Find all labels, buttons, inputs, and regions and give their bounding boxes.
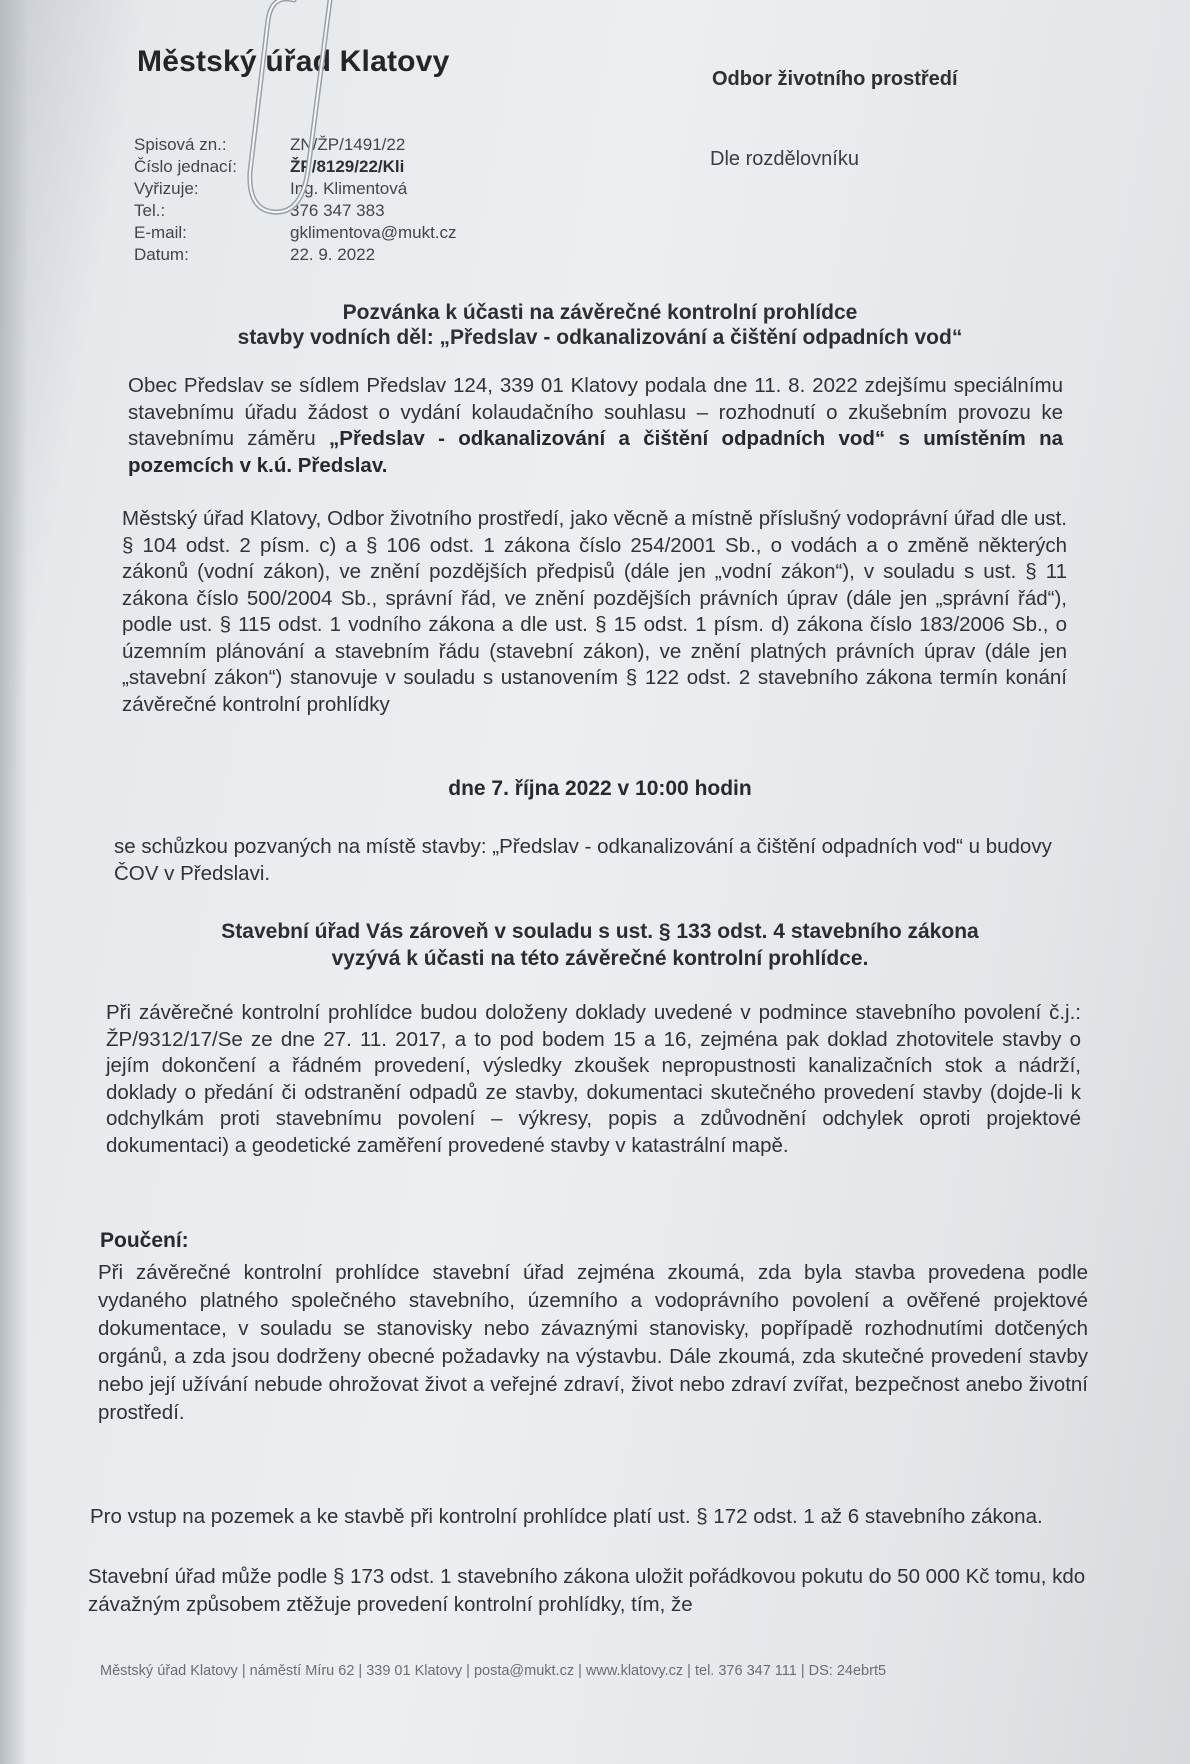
- inspection-date: dne 7. října 2022 v 10:00 hodin: [448, 777, 752, 800]
- meta-label: Spisová zn.:: [134, 135, 227, 154]
- meta-value: 22. 9. 2022: [290, 245, 376, 264]
- paragraph-penalty: Stavební úřad může podle § 173 odst. 1 stavebního zákona uložit pořádkovou pokutu do 50 000 Kč tomu, kdo závažným způsobem ztěžuje provedení kontrolní prohlídky, tím, že: [88, 1565, 1086, 1616]
- paragraph-instructions: Při závěrečné kontrolní prohlídce stavební úřad zejména zkoumá, zda byla stavba provedena podle vydaného platného společného stavebního, územního a vodoprávního povolení a ověřené projektové dokumentace, v souladu se stanovisky nebo závaznými stanovisky, popřípadě rozhodnutími dotčených orgánů, a zda jsou dodrženy obecné požadavky na výstavbu. Dále zkoumá, zda skutečné provedení stavby nebo její užívání nebude ohrožovat život a veřejné zdraví, život nebo zdraví zvířat, bezpečnost anebo životní prostředí.: [98, 1261, 1088, 1424]
- invitation-notice: [120, 918, 1080, 972]
- notice-line-2: vyzývá k účasti na této závěrečné kontrolní prohlídce.: [331, 947, 869, 970]
- meta-value: ZN/ŽP/1491/22: [290, 135, 406, 154]
- paragraph-site-access: Pro vstup na pozemek a ke stavbě při kontrolní prohlídce platí ust. § 172 odst. 1 až 6 stavebního zákona.: [90, 1505, 1043, 1528]
- instructions-heading: Poučení:: [100, 1229, 189, 1252]
- meta-label: Číslo jednací:: [134, 157, 237, 176]
- recipient-line: Dle rozdělovníku: [710, 148, 859, 170]
- meta-label: E-mail:: [134, 223, 187, 242]
- document-title: [120, 300, 1080, 350]
- meta-label: Datum:: [134, 245, 189, 264]
- paragraph-application: [128, 373, 1063, 479]
- paragraph-required-documents: Při závěrečné kontrolní prohlídce budou doloženy doklady uvedené v podmince stavebního povolení č.j.: ŽP/9312/17/Se ze dne 27. 11. 2017, a to pod bodem 15 a 16, zejména pak doklad zhotovitele stavby o jejím dokončení a řádném provedení, výsledky zkoušek nepropustnosti kanalizačních stok a nádrží, doklady o předání či odstranění odpadů ze stavby, dokumentaci skutečného provedení stavby (dojde-li k odchylkám proti stavebnímu povolení – výkresy, popis a zdůvodnění odchylek oproti projektové dokumentaci) a geodetické zaměření provedené stavby v katastrální mapě.: [106, 1001, 1081, 1157]
- meta-row-date: [134, 244, 457, 266]
- title-line-2: stavby vodních děl: „Předslav - odkanalizování a čištění odpadních vod“: [237, 326, 963, 349]
- office-title: Městský úřad Klatovy: [137, 45, 450, 78]
- meta-value: Ing. Klimentová: [290, 179, 408, 198]
- paperclip-icon: [222, 0, 342, 230]
- meta-label: Vyřizuje:: [134, 179, 199, 198]
- notice-line-1: Stavební úřad Vás zároveň v souladu s ust. § 133 odst. 4 stavebního zákona: [221, 920, 979, 943]
- meta-label: Tel.:: [134, 201, 166, 220]
- meta-value: 376 347 383: [290, 201, 385, 220]
- title-line-1: Pozvánka k účasti na závěrečné kontrolní prohlídce: [342, 301, 858, 324]
- page-footer: Městský úřad Klatovy | náměstí Míru 62 | 339 01 Klatovy | posta@mukt.cz | www.klatovy.cz | tel. 376 347 111 | DS: 24ebrt5: [100, 1663, 887, 1679]
- department-name: Odbor životního prostředí: [712, 68, 958, 90]
- meta-value: gklimentova@mukt.cz: [290, 223, 457, 242]
- application-text: Obec Předslav se sídlem Předslav 124, 339 01 Klatovy podala dne 11. 8. 2022 zdejšímu speciálnímu stavebnímu úřadu žádost o vydání kolaudačního souhlasu – rozhodnutí o zkušebním provozu ke stavebnímu záměru: [128, 374, 1063, 450]
- project-name-bold: „Předslav - odkanalizování a čištění odpadních vod“ s umístěním na pozemcích v k.ú. Předslav.: [128, 427, 1064, 477]
- paragraph-meeting-place: se schůzkou pozvaných na místě stavby: „Předslav - odkanalizování a čištění odpadních vod“ u budovy ČOV v Předslavi.: [114, 835, 1052, 885]
- page-edge-shadow: [0, 0, 28, 1764]
- meta-value: ŽP/8129/22/Kli: [290, 157, 405, 176]
- paragraph-legal-basis: Městský úřad Klatovy, Odbor životního prostředí, jako věcně a místně příslušný vodoprávní úřad dle ust. § 104 odst. 2 písm. c) a § 106 odst. 1 zákona číslo 254/2001 Sb., o vodách a o změně některých zákonů (vodní zákon), ve znění pozdějších předpisů (dále jen „vodní zákon“), v souladu s ust. § 11 zákona číslo 500/2004 Sb., správní řád, ve znění pozdějších právních úprav (dále jen „správní řád“), podle ust. § 115 odst. 1 vodního zákona a dle ust. § 15 odst. 1 písm. d) zákona číslo 183/2006 Sb., o územním plánování a stavebním řádu (stavební zákon), ve znění platných právních úprav (dále jen „stavební zákon“) stanovuje v souladu s ustanovením § 122 odst. 2 stavebního zákona termín konání závěrečné kontrolní prohlídky: [122, 507, 1067, 716]
